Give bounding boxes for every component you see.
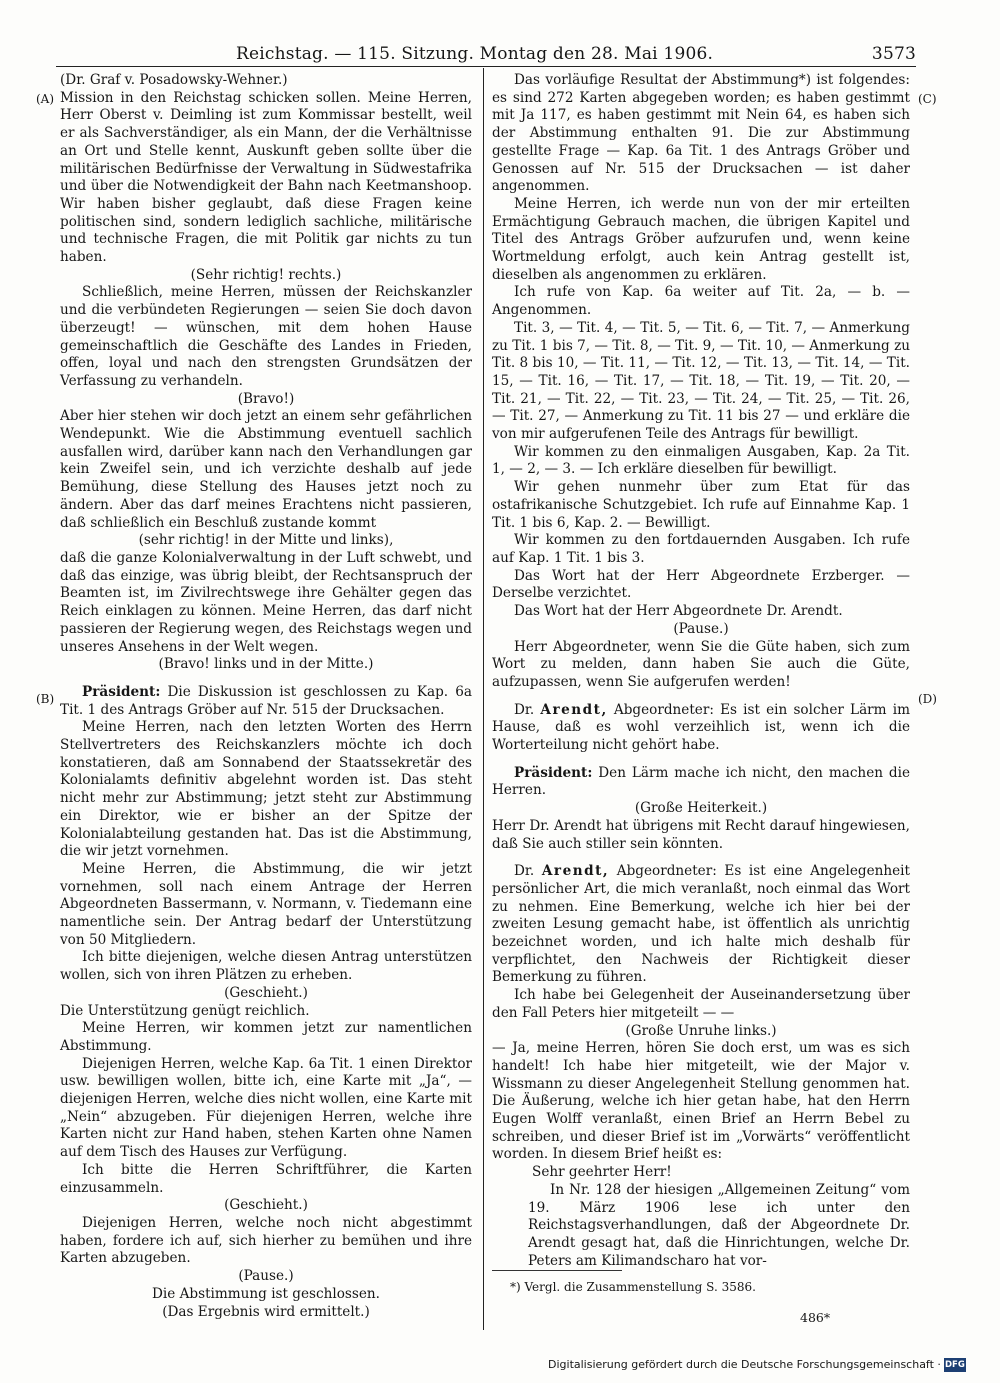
right-column <box>492 72 910 1270</box>
paragraph: daß die ganze Kolonialverwaltung in der Luft schwebt, und daß das einzige, was übrig bleibt, der Rechtsanspruch der Beamten ist, im Zivilrechtswege ihre Gehälter gegen das Reich einklagen zu können. Meine Herren, das darf nicht passieren der Regierung wegen, des Reichstags wegen und unseres Ansehens in der Welt wegen. <box>60 549 472 655</box>
arendt-statement <box>492 702 910 755</box>
paragraph: Wir gehen nunmehr über zum Etat für das ostafrikanische Schutzgebiet. Ich rufe auf Einnahme Kap. 1 Tit. 1 bis 6, Kap. 2. — Bewilligt. <box>492 479 910 531</box>
paragraph: Diejenigen Herren, welche Kap. 6a Tit. 1 einen Direktor usw. bewilligen wollen, bitte ich, eine Karte mit „Ja“, — diejenigen Herren, welche dies nicht wollen, eine Karte mit „Nein“ abzugeben. Für diejenigen Herren, welche ihre Karten nicht zur Hand haben, stehen Karten ohne Namen auf dem Tisch des Hauses zur Verfügung. <box>60 1055 472 1161</box>
paragraph: Das vorläufige Resultat der Abstimmung*) ist folgendes: es sind 272 Karten abgegeben worden; es haben gestimmt mit Ja 117, es haben gestimmt mit Nein 64, es haben sich der Abstimmung enthalten 91. Die zur Abstimmung gestellte Frage — Kap. 6a Tit. 1 des Antrags Gröber und Genossen auf Nr. 515 der Drucksachen — ist daher angenommen. <box>492 72 910 195</box>
speaker-title: Dr. <box>514 701 535 718</box>
paragraph: Das Wort hat der Herr Abgeordnete Erzberger. — Derselbe verzichtet. <box>492 567 910 602</box>
paragraph: Herr Dr. Arendt hat übrigens mit Recht darauf hingewiesen, daß Sie auch stiller sein könnten. <box>492 817 910 852</box>
paragraph: Tit. 3, — Tit. 4, — Tit. 5, — Tit. 6, — Tit. 7, — Anmerkung zu Tit. 1 bis 7, — Tit. 8, — Tit. 9, — Tit. 10, — Anmerkung zu Tit. 8 bis 10, — Tit. 11, — Tit. 12, — Tit. 13, — Tit. 14, — Tit. 15, — Tit. 16, — Tit. 17, — Tit. 18, — Tit. 19, — Tit. 20, — Tit. 21, — Tit. 22, — Tit. 23, — Tit. 24, — Tit. 25, — Tit. 26, — Tit. 27, — Anmerkung zu Tit. 11 bis 27 — und erkläre die von mir aufgerufenen Teile des Antrags für bewilligt. <box>492 319 910 443</box>
statement-text: Abgeordneter: Es ist eine Angelegenheit persönlicher Art, die mich veranlaßt, noch einmal das Wort zu nehmen. Eine Bemerkung, welche ich hier bei der zweiten Lesung gemacht habe, ist öffentlich als unrichtig bezeichnet worden, und ich halte mich deshalb für verpflichtet, den Nachweis der Richtigkeit dieser Bemerkung zu führen. <box>492 863 910 986</box>
statement-text: Den Lärm mache ich nicht, den machen die Herren. <box>492 764 910 799</box>
paragraph: Ich habe bei Gelegenheit der Auseinandersetzung über den Fall Peters hier mitgeteilt — — <box>492 987 910 1021</box>
page-number: 3573 <box>871 44 916 64</box>
paragraph: Schließlich, meine Herren, müssen der Reichskanzler und die verbündeten Regierungen — seien Sie doch davon überzeugt! — wünschen, mit dem hohen Hause gemeinschaftlich die Geschäfte des Landes in Frieden, offen, loyal und nach den strengsten Grundsätzen der Verfassung zu verhandeln. <box>60 284 472 389</box>
footnote: *) Vergl. die Zusammenstellung S. 3586. <box>510 1280 756 1294</box>
footnote-rule <box>492 1270 622 1271</box>
interjection: (Große Unruhe links.) <box>625 1022 777 1039</box>
margin-mark-d: (D) <box>918 692 937 706</box>
paragraph: Mission in den Reichstag schicken sollen. Meine Herren, Herr Oberst v. Deimling ist zum Kommissar bestellt, weil er als Sachverständiger, als ein Mann, der die Verhältnisse an Ort und Stelle kennt, Auskunft geben sollte über die militärischen Bedürfnisse der Verwaltung in Südwestafrika und über die Notwendigkeit der Bahn nach Keetmanshoop. Wir haben bisher geglaubt, daß diese Fragen keine politischen sind, sondern lediglich sachliche, militärische und technische Fragen, die mit Politik gar nichts zu tun haben. <box>60 89 472 266</box>
paragraph: Aber hier stehen wir doch jetzt an einem sehr gefährlichen Wendepunkt. Wie die Abstimmung eventuell sachlich ausfallen wird, darüber kann nach den Verhandlungen gar kein Zweifel sein, und ich verzichte deshalb auf jede Bemühung, diese Stellung des Hauses jetzt noch zu ändern. Aber das darf meines Erachtens nicht passieren, daß schließlich ein Beschluß zustande kommt <box>60 408 472 531</box>
paragraph: Wir kommen zu den einmaligen Ausgaben, Kap. 2a Tit. 1, — 2, — 3. — Ich erkläre dieselben für bewilligt. <box>492 443 910 478</box>
interjection: (Pause.) <box>238 1268 294 1285</box>
paragraph: Ich rufe von Kap. 6a weiter auf Tit. 2a, — b. — Angenommen. <box>492 284 910 319</box>
speaker-name: Arendt, <box>540 701 608 718</box>
interjection: (Sehr richtig! rechts.) <box>190 266 342 283</box>
signature-mark: 486* <box>800 1310 831 1325</box>
arendt-statement <box>492 863 910 987</box>
speaker-attribution: (Dr. Graf v. Posadowsky-Wehner.) <box>60 72 288 88</box>
interjection: (Geschieht.) <box>224 1197 308 1214</box>
header-title: Reichstag. — 115. Sitzung. Montag den 28. Mai 1906. <box>236 44 714 64</box>
speaker-label: Präsident: <box>514 764 593 781</box>
interjection: (Pause.) <box>673 620 729 637</box>
speaker-title: Dr. <box>514 863 535 880</box>
paragraph: Meine Herren, wir kommen jetzt zur namentlichen Abstimmung. <box>60 1020 472 1054</box>
interjection: (Bravo!) <box>237 390 295 407</box>
president-statement <box>60 684 472 719</box>
margin-mark-c: (C) <box>918 92 937 106</box>
letter-body: In Nr. 128 der hiesigen „Allgemeinen Zeitung“ vom 19. März 1906 lese ich unter den Reichstagsverhandlungen, daß der Abgeordnete Dr. Arendt gesagt hat, daß die Hinrichtungen, welche Dr. Peters am Kilimandscharo hat vor- <box>528 1181 910 1269</box>
paragraph: Diejenigen Herren, welche noch nicht abgestimmt haben, fordere ich auf, sich hierher zu bemühen und ihre Karten abzugeben. <box>60 1215 472 1267</box>
paragraph: Ich bitte diejenigen, welche diesen Antrag unterstützen wollen, sich von ihren Plätzen zu erheben. <box>60 949 472 984</box>
paragraph: Ich bitte die Herren Schriftführer, die Karten einzusammeln. <box>60 1161 472 1196</box>
margin-mark-a: (A) <box>36 92 55 106</box>
statement-text: Die Diskussion ist geschlossen zu Kap. 6a Tit. 1 des Antrags Gröber auf Nr. 515 der Drucksachen. <box>60 683 472 718</box>
letter-salutation: Sehr geehrter Herr! <box>532 1164 672 1181</box>
closing-line: Die Abstimmung ist geschlossen. <box>151 1285 381 1302</box>
page-header <box>236 44 916 64</box>
interjection: (Bravo! links und in der Mitte.) <box>158 656 374 673</box>
left-column <box>60 72 472 1321</box>
dfg-logo: DFG <box>945 1360 965 1370</box>
paragraph: Die Unterstützung genügt reichlich. <box>60 1002 310 1019</box>
statement-text: Abgeordneter: Es ist ein solcher Lärm im Hause, daß es wohl verzeihlich ist, wenn ich die Worterteilung nicht gehört habe. <box>492 701 910 754</box>
closing-line: (Das Ergebnis wird ermittelt.) <box>162 1303 370 1320</box>
president-statement <box>492 765 910 800</box>
paragraph: Herr Abgeordneter, wenn Sie die Güte haben, sich zum Wort zu melden, dann haben Sie auch die Güte, aufzupassen, wenn Sie aufgerufen werden! <box>492 638 910 690</box>
speaker-label: Präsident: <box>82 683 161 700</box>
paragraph: Meine Herren, die Abstimmung, die wir jetzt vornehmen, soll nach einem Antrage der Herren Abgeordneten Bassermann, v. Normann, v. Tiedemann eine namentliche sein. Der Antrag bedarf der Unterstützung von 50 Mitgliedern. <box>60 860 472 948</box>
footer-text: Digitalisierung gefördert durch die Deutsche Forschungsgemeinschaft · <box>548 1358 941 1371</box>
paragraph: — Ja, meine Herren, hören Sie doch erst, um was es sich handelt! Ich habe hier mitgeteilt, wie der Major v. Wissmann zu dieser Angelegenheit Stellung genommen hat. Die Äußerung, welche ich hier getan habe, hat den Herrn Eugen Wolff veranlaßt, einen Brief an Herrn Bebel zu schreiben, und dieser Brief ist im „Vorwärts“ veröffentlicht worden. In diesem Brief heißt es: <box>492 1040 910 1163</box>
paragraph: Meine Herren, nach den letzten Worten des Herrn Stellvertreters des Reichskanzlers möchte ich doch konstatieren, daß am Sonnabend der Staatssekretär des Kolonialamts definitiv abgelehnt worden ist. Das steht nicht mehr zur Abstimmung; jetzt steht zur Abstimmung ein Direktor, wie er bisher an der Spitze der Kolonialabteilung gestanden hat. Das ist die Abstimmung, die wir jetzt vornehmen. <box>60 719 472 860</box>
paragraph: Meine Herren, ich werde nun von der mir erteilten Ermächtigung Gebrauch machen, die übrigen Kapitel und Titel des Antrags Gröber aufzurufen und, wenn keine Wortmeldung erfolgt, auch kein Antrag gestellt ist, dieselben als angenommen zu erklären. <box>492 195 910 283</box>
header-rule <box>56 66 916 67</box>
speaker-name: Arendt, <box>541 863 610 880</box>
column-divider <box>483 68 484 1330</box>
interjection: (sehr richtig! in der Mitte und links), <box>138 532 394 549</box>
paragraph: Wir kommen zu den fortdauernden Ausgaben. Ich rufe auf Kap. 1 Tit. 1 bis 3. <box>492 532 910 566</box>
digitization-footer <box>548 1358 966 1372</box>
interjection: (Große Heiterkeit.) <box>634 800 768 817</box>
margin-mark-b: (B) <box>36 692 55 706</box>
interjection: (Geschieht.) <box>224 984 308 1001</box>
paragraph: Das Wort hat der Herr Abgeordnete Dr. Arendt. <box>514 603 843 620</box>
